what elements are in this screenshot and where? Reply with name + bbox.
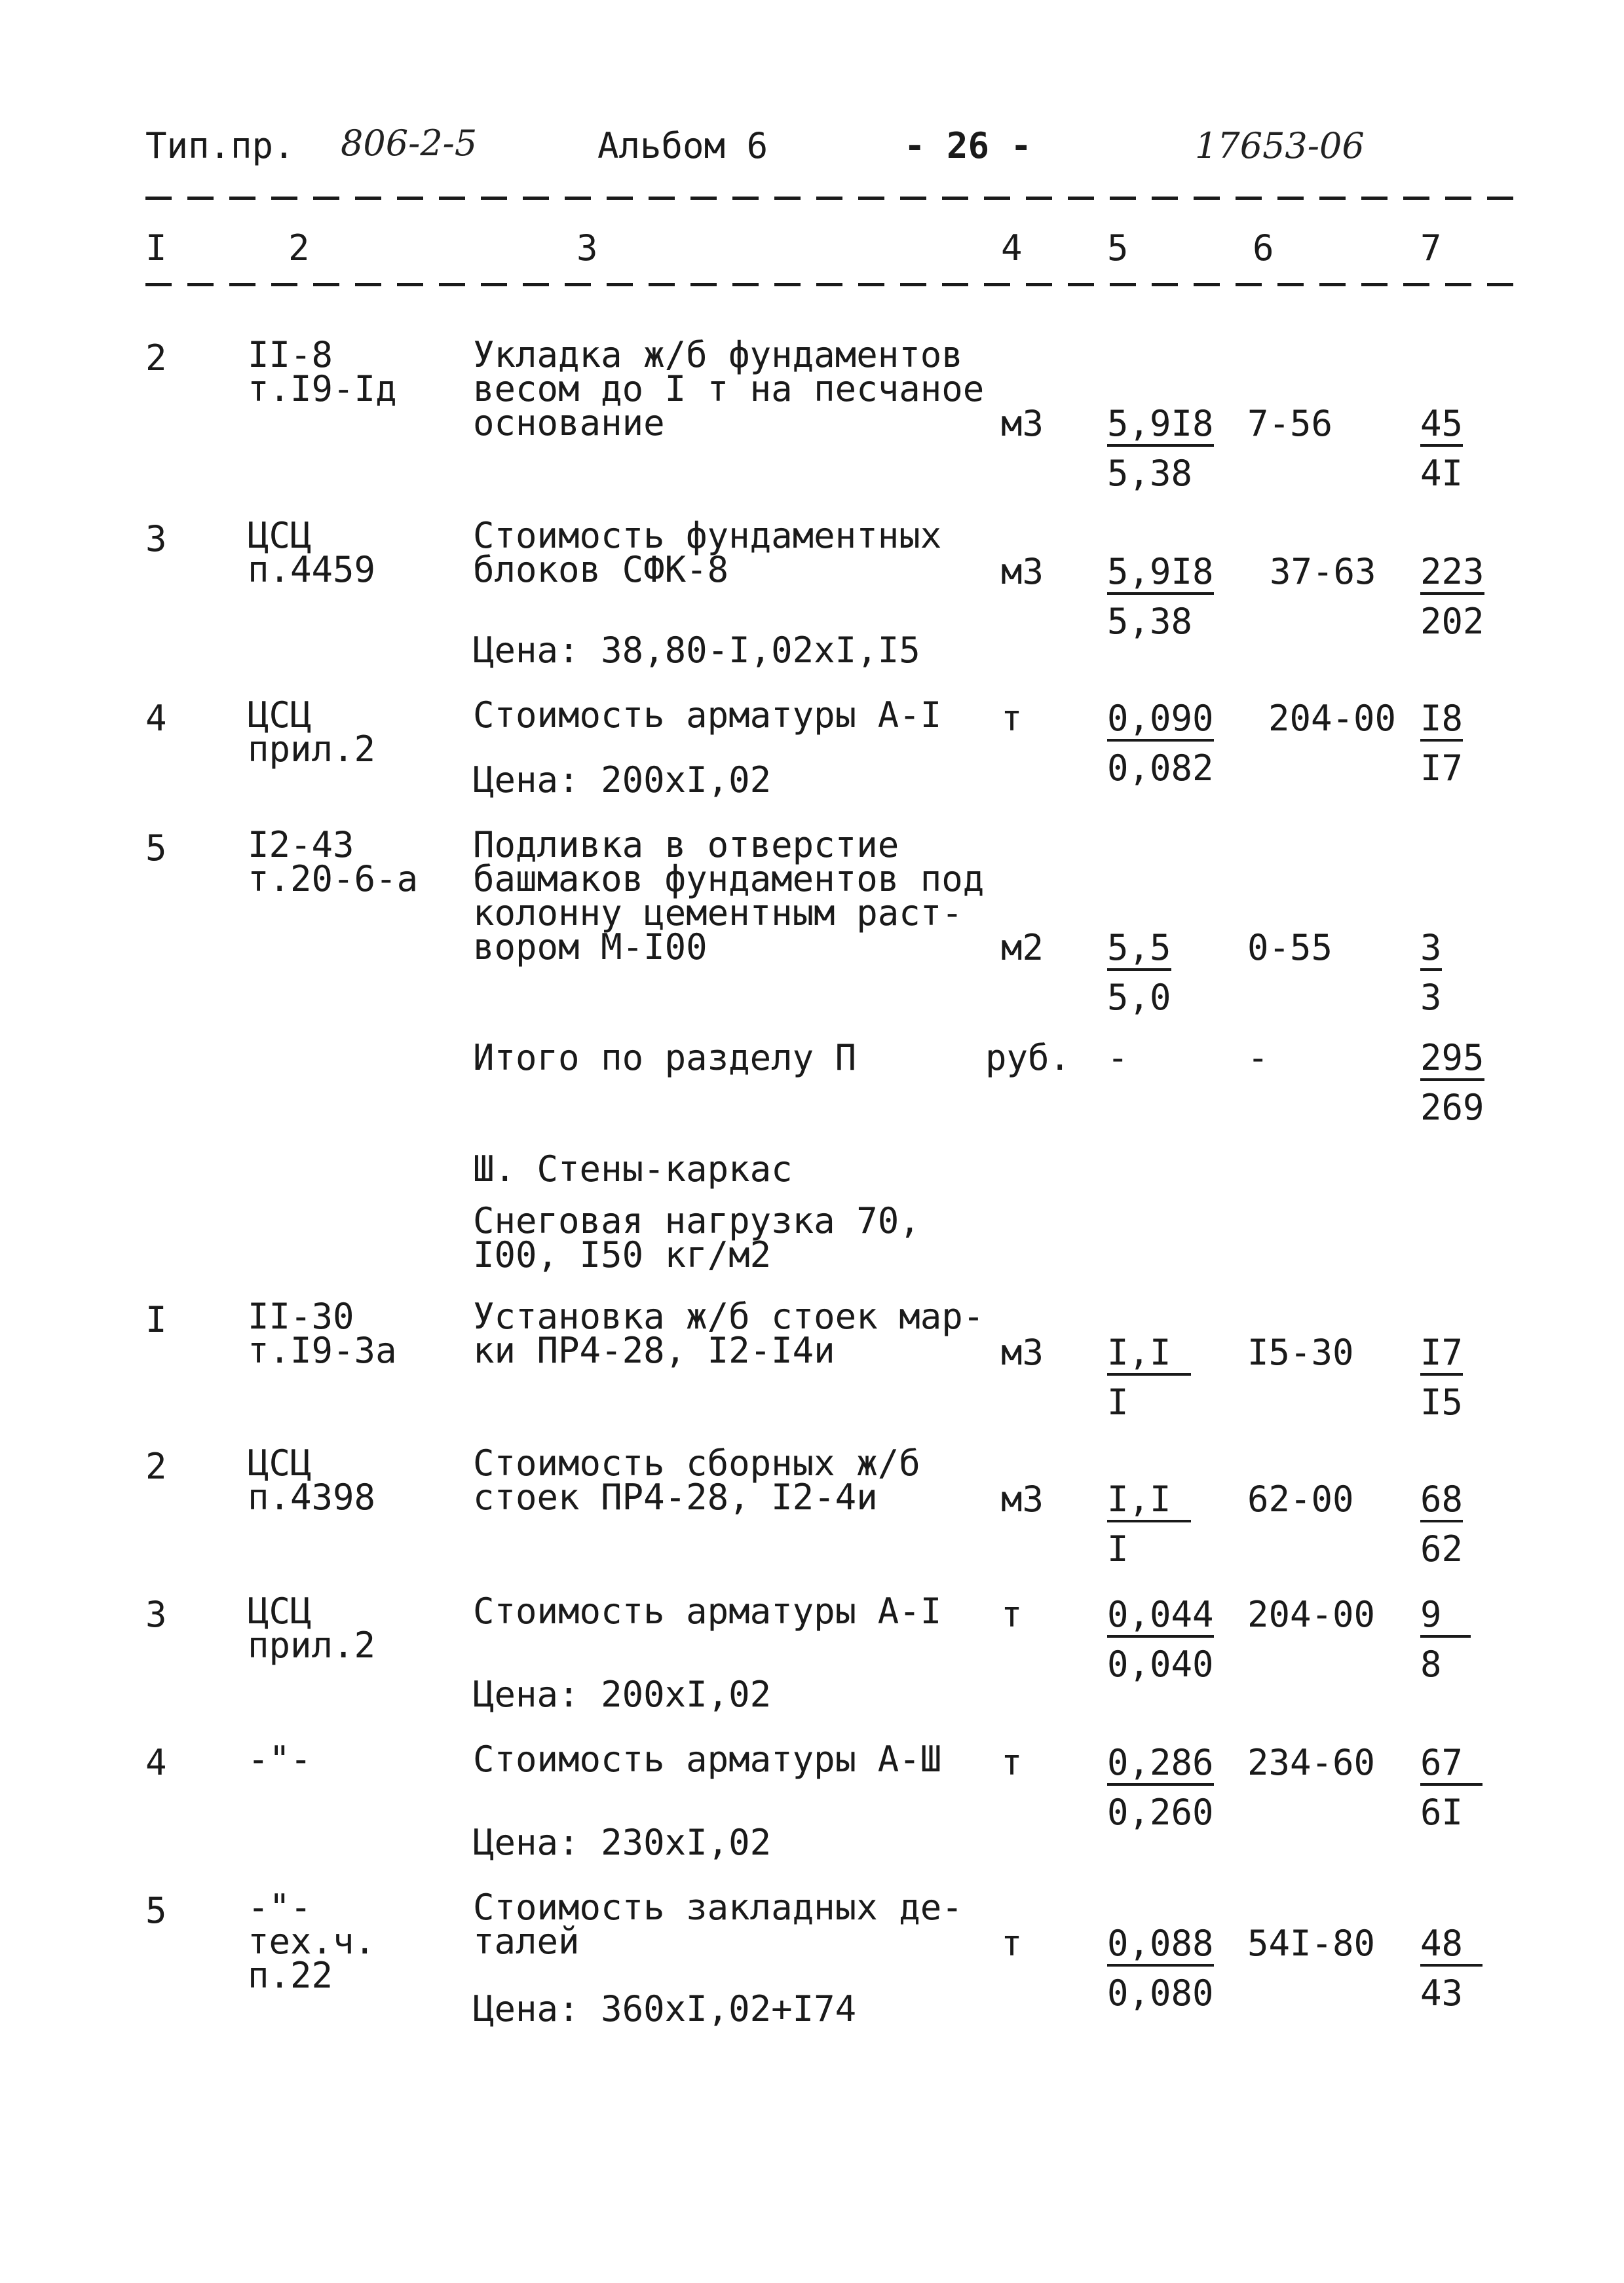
- row-number: 5: [145, 827, 167, 869]
- row-sum: [1420, 698, 1463, 789]
- row-description: Стоимость арматуры А-I: [473, 1591, 942, 1632]
- row-quantity: [1107, 1332, 1191, 1423]
- sum-top: 68: [1420, 1482, 1463, 1522]
- row-price: I5-30: [1247, 1332, 1354, 1373]
- col-header-6: 6: [1253, 227, 1274, 269]
- quantity-top: 5,9I8: [1107, 554, 1214, 595]
- row-unit: м3: [1001, 1332, 1044, 1373]
- row-quantity: [1107, 1479, 1191, 1570]
- sum-top: 223: [1420, 554, 1484, 595]
- row-number: I: [145, 1299, 167, 1340]
- sum-top: 3: [1420, 930, 1442, 971]
- row-code: II-30 т.I9-3а: [248, 1296, 397, 1371]
- row-quantity: [1107, 1594, 1214, 1685]
- quantity-bottom: 0,082: [1107, 747, 1214, 789]
- row-sum: [1420, 403, 1463, 494]
- row-price: 0-55: [1247, 927, 1333, 968]
- sum-bottom: 202: [1420, 601, 1484, 642]
- row-unit: т: [1001, 1742, 1023, 1783]
- sum-bottom: 269: [1420, 1087, 1484, 1128]
- row-unit: м3: [1001, 551, 1044, 592]
- row-price-note: Цена: 200хI,02: [473, 759, 772, 801]
- row-price-note: Цена: 360хI,02+I74: [473, 1988, 857, 2029]
- row-description: Стоимость сборных ж/б стоек ПР4-28, I2-4и: [473, 1443, 920, 1518]
- row-code: ЦСЦ прил.2: [248, 694, 376, 770]
- quantity-top: I,I: [1107, 1482, 1191, 1522]
- doc-type-label: Тип.пр.: [145, 125, 295, 166]
- section-heading: Ш. Стены-каркас: [473, 1148, 793, 1190]
- section-total-sum: [1420, 1037, 1484, 1128]
- page-number: - 26 -: [904, 125, 1032, 166]
- row-code: I2-43 т.20-6-а: [248, 824, 419, 899]
- section-total-price: -: [1247, 1037, 1269, 1078]
- row-description: Стоимость арматуры А-I: [473, 694, 942, 736]
- sum-bottom: I5: [1420, 1382, 1463, 1423]
- row-unit: м3: [1001, 1479, 1044, 1520]
- row-number: 3: [145, 1594, 167, 1635]
- row-code: ЦСЦ п.4459: [248, 515, 376, 590]
- row-sum: [1420, 551, 1484, 642]
- row-unit: т: [1001, 698, 1023, 739]
- row-price-note: Цена: 230хI,02: [473, 1822, 772, 1863]
- row-description: Стоимость закладных де- талей: [473, 1887, 963, 1962]
- quantity-top: 0,044: [1107, 1597, 1214, 1638]
- quantity-top: 0,286: [1107, 1745, 1214, 1786]
- doc-number: 17653-06: [1195, 125, 1365, 166]
- section-total-unit: руб.: [985, 1037, 1071, 1078]
- row-description: Стоимость фундаментных блоков СФК-8: [473, 515, 942, 590]
- row-sum: [1420, 1332, 1463, 1423]
- sum-top: 9: [1420, 1597, 1471, 1638]
- row-unit: м3: [1001, 403, 1044, 444]
- row-code: II-8 т.I9-Iд: [248, 334, 397, 409]
- row-price: 7-56: [1247, 403, 1333, 444]
- quantity-top: 5,5: [1107, 930, 1171, 971]
- sum-top: 295: [1420, 1040, 1484, 1081]
- row-number: 4: [145, 698, 167, 739]
- row-code: ЦСЦ прил.2: [248, 1591, 376, 1666]
- row-sum: [1420, 1742, 1482, 1833]
- sum-top: I8: [1420, 701, 1463, 742]
- row-unit: т: [1001, 1594, 1023, 1635]
- row-description: Укладка ж/б фундаментов весом до I т на песчаное основание: [473, 334, 985, 443]
- row-quantity: [1107, 551, 1214, 642]
- sum-bottom: 43: [1420, 1972, 1463, 2014]
- row-quantity: [1107, 1923, 1214, 2014]
- row-number: 2: [145, 337, 167, 379]
- row-price-note: Цена: 200хI,02: [473, 1674, 772, 1715]
- row-number: 4: [145, 1742, 167, 1783]
- project-code: 806-2-5: [341, 123, 478, 164]
- row-price: 204-00: [1268, 698, 1397, 739]
- quantity-bottom: I: [1107, 1382, 1129, 1423]
- row-quantity: [1107, 698, 1214, 789]
- section-total-label: Итого по разделу П: [473, 1037, 857, 1078]
- row-code: ЦСЦ п.4398: [248, 1443, 376, 1518]
- quantity-bottom: 0,260: [1107, 1792, 1214, 1833]
- sum-top: 45: [1420, 406, 1463, 447]
- quantity-bottom: 0,080: [1107, 1972, 1214, 2014]
- sum-top: 67: [1420, 1745, 1482, 1786]
- col-header-5: 5: [1107, 227, 1129, 269]
- row-code: -"-: [248, 1739, 312, 1780]
- quantity-bottom: 5,38: [1107, 453, 1193, 494]
- row-price-note: Цена: 38,80-I,02хI,I5: [473, 630, 920, 671]
- sum-top: I7: [1420, 1335, 1463, 1376]
- album-label: Альбом 6: [597, 125, 768, 166]
- quantity-top: 5,9I8: [1107, 406, 1214, 447]
- sum-bottom: 8: [1420, 1644, 1442, 1685]
- section-total-quantity: -: [1107, 1037, 1129, 1078]
- row-unit: м2: [1001, 927, 1044, 968]
- quantity-bottom: I: [1107, 1528, 1129, 1570]
- row-description: Установка ж/б стоек мар- ки ПР4-28, I2-I4и: [473, 1296, 985, 1371]
- quantity-bottom: 0,040: [1107, 1644, 1214, 1685]
- col-header-3: 3: [576, 227, 598, 269]
- sum-top: 48: [1420, 1926, 1482, 1967]
- section-subheading: Снеговая нагрузка 70, I00, I50 кг/м2: [473, 1200, 920, 1275]
- header-rule-top: [145, 197, 1528, 200]
- row-price: 37-63: [1270, 551, 1376, 592]
- header-rule-bottom: [145, 283, 1528, 286]
- quantity-top: 0,090: [1107, 701, 1214, 742]
- col-header-2: 2: [288, 227, 310, 269]
- row-code: -"- тех.ч. п.22: [248, 1887, 376, 1996]
- quantity-bottom: 5,0: [1107, 977, 1171, 1018]
- quantity-top: 0,088: [1107, 1926, 1214, 1967]
- row-price: 54I-80: [1247, 1923, 1376, 1964]
- row-quantity: [1107, 1742, 1214, 1833]
- row-quantity: [1107, 403, 1214, 494]
- col-header-7: 7: [1420, 227, 1442, 269]
- quantity-top: I,I: [1107, 1335, 1191, 1376]
- row-number: 5: [145, 1890, 167, 1931]
- row-description: Стоимость арматуры А-Ш: [473, 1739, 942, 1780]
- row-sum: [1420, 927, 1442, 1018]
- row-price: 62-00: [1247, 1479, 1354, 1520]
- row-price: 204-00: [1247, 1594, 1376, 1635]
- row-sum: [1420, 1479, 1463, 1570]
- col-header-4: 4: [1001, 227, 1023, 269]
- sum-bottom: 4I: [1420, 453, 1463, 494]
- sum-bottom: 6I: [1420, 1792, 1463, 1833]
- col-header-1: I: [145, 227, 167, 269]
- row-price: 234-60: [1247, 1742, 1376, 1783]
- row-quantity: [1107, 927, 1171, 1018]
- row-unit: т: [1001, 1923, 1023, 1964]
- quantity-bottom: 5,38: [1107, 601, 1193, 642]
- row-number: 2: [145, 1446, 167, 1487]
- row-number: 3: [145, 518, 167, 559]
- row-sum: [1420, 1923, 1482, 2014]
- sum-bottom: 3: [1420, 977, 1442, 1018]
- row-description: Подливка в отверстие башмаков фундаментов под колонну цементным раст- вором М-I00: [473, 824, 985, 968]
- row-sum: [1420, 1594, 1471, 1685]
- sum-bottom: I7: [1420, 747, 1463, 789]
- sum-bottom: 62: [1420, 1528, 1463, 1570]
